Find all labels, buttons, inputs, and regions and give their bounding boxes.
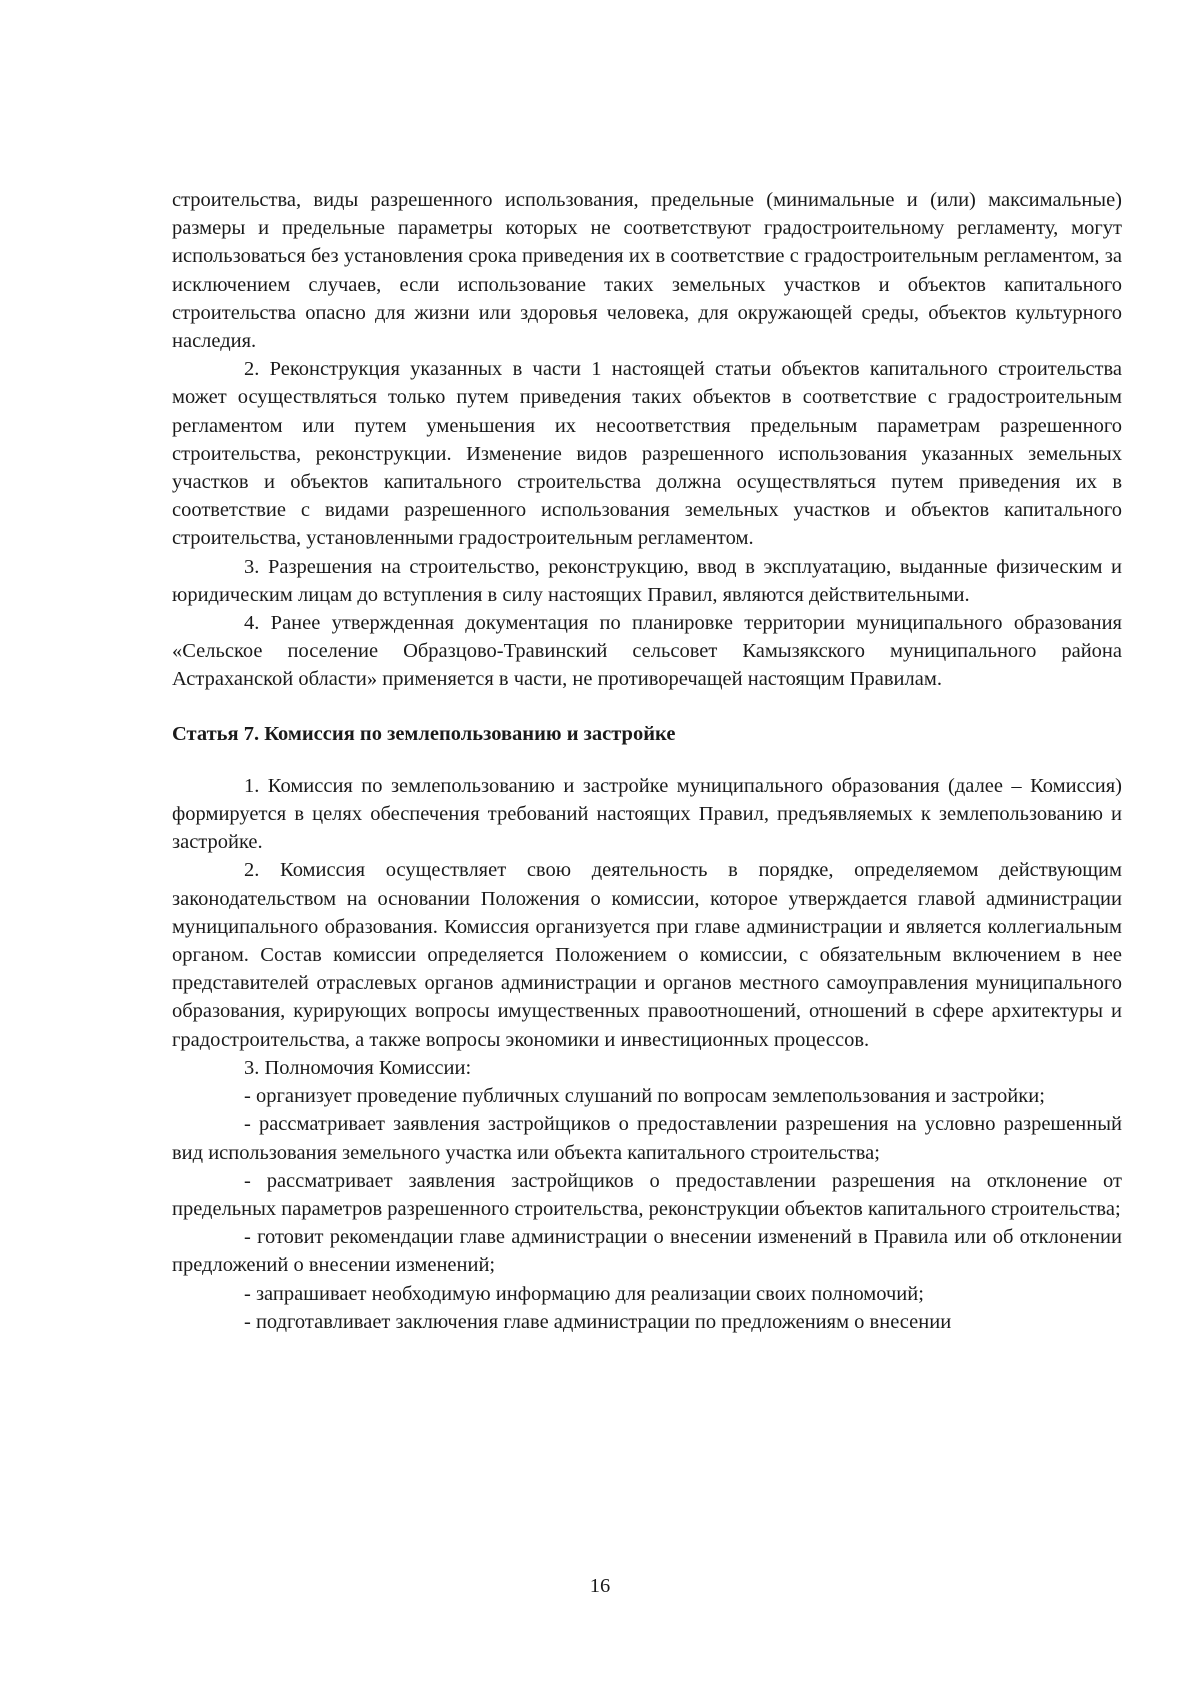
paragraph-3: 3. Разрешения на строительство, реконструкцию, ввод в эксплуатацию, выданные физическим и юридическим лицам до вступления в силу настоящих Правил, являются действительными. (172, 555, 1122, 606)
lead-paragraph: строительства, виды разрешенного использования, предельные (минимальные и (или) максимальные) размеры и предельные параметры которых не соответствуют градостроительному регламенту, могут использоваться без установления срока приведения их в соответствие с градостроительным регламентом, за исключением случаев, если использование таких земельных участков и объектов капитального строительства опасно для жизни или здоровья человека, для окружающей среды, объектов культурного наследия. (172, 189, 1122, 353)
paragraph-2: 2. Реконструкция указанных в части 1 настоящей статьи объектов капитального строительства может осуществляться только путем приведения таких объектов в соответствие с градостроительным регламентом или путем уменьшения их несоответствия предельным параметрам разрешенного строительства, реконструкции. Изменение видов разрешенного использования указанных земельных участков и объектов капитального строительства должна осуществляться путем приведения их в соответствие с видами разрешенного использования земельных участков и объектов капитального строительства, установленными градостроительным регламентом. (172, 358, 1122, 550)
article-heading: Статья 7. Комиссия по землепользованию и застройке (172, 722, 676, 745)
power-item: - рассматривает заявления застройщиков о предоставлении разрешения на отклонение от предельных параметров разрешенного строительства, реконструкции объектов капитального строительства; (172, 1169, 1122, 1220)
paragraph-4: 4. Ранее утвержденная документация по планировке территории муниципального образования «Сельское поселение Образцово-Травинский сельсовет Камызякского муниципального района Астраханской области» применяется в части, не противоречащей настоящим Правилам. (172, 612, 1122, 691)
article-7-paragraph-3: 3. Полномочия Комиссии: (244, 1056, 472, 1079)
power-item: - рассматривает заявления застройщиков о предоставлении разрешения на условно разрешенный вид использования земельного участка или объекта капитального строительства; (172, 1113, 1122, 1164)
power-item: - запрашивает необходимую информацию для реализации своих полномочий; (244, 1282, 924, 1305)
article-7-paragraph-1: 1. Комиссия по землепользованию и застройке муниципального образования (далее – Комиссия) формируется в целях обеспечения требований настоящих Правил, предъявляемых к землепользованию и застройке. (172, 774, 1122, 854)
document-body (172, 186, 1122, 1336)
page-number: 16 (589, 1575, 611, 1597)
power-item: - готовит рекомендации главе администрации о внесении изменений в Правила или об отклонении предложений о внесении изменений; (172, 1226, 1122, 1277)
power-item: - подготавливает заключения главе администрации по предложениям о внесении (244, 1310, 952, 1333)
article-7-paragraph-2: 2. Комиссия осуществляет свою деятельность в порядке, определяемом действующим законодательством на основании Положения о комиссии, которое утверждается главой администрации муниципального образования. Комиссия организуется при главе администрации и является коллегиальным органом. Состав комиссии определяется Положением о комиссии, с обязательным включением в нее представителей отраслевых органов администрации и органов местного самоуправления муниципального образования, курирующих вопросы имущественных правоотношений, отношений в сфере архитектуры и градостроительства, а также вопросы экономики и инвестиционных процессов. (172, 859, 1122, 1051)
power-item: - организует проведение публичных слушаний по вопросам землепользования и застройки; (244, 1085, 1045, 1108)
